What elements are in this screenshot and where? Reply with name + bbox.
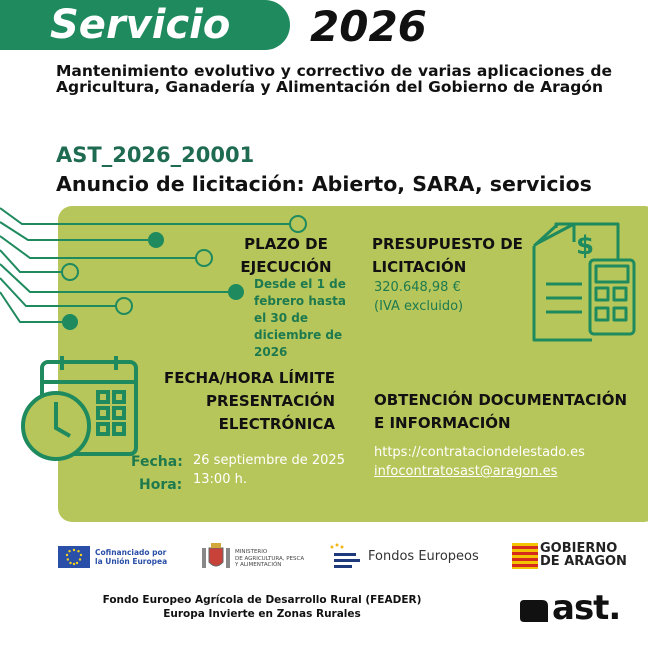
presupuesto-note: (IVA excluido) <box>374 299 464 314</box>
fecha-title-line2: PRESENTACIÓN <box>206 392 335 410</box>
eu-flag-icon <box>58 546 90 568</box>
fondos-europeos-label: Fondos Europeos <box>368 549 479 564</box>
contract-description: Mantenimiento evolutivo y correctivo de varias aplicaciones de Agricultura, Ganadería y Alimentación del Gobierno de Aragón <box>56 62 612 96</box>
presupuesto-title-line1: PRESUPUESTO DE <box>372 235 523 253</box>
fecha-title-line3: ELECTRÓNICA <box>218 415 335 433</box>
spain-coat-of-arms-icon <box>200 542 232 572</box>
plazo-title-line1: PLAZO DE <box>244 235 328 253</box>
ministerio-line3: Y ALIMENTACIÓN <box>235 562 282 568</box>
gobierno-line2: DE ARAGON <box>540 554 627 569</box>
feader-line2: Europa Invierte en Zonas Rurales <box>163 608 361 620</box>
fecha-limite-title <box>150 367 335 436</box>
obtencion-title-line2: E INFORMACIÓN <box>374 414 511 432</box>
plazo-title <box>230 233 342 279</box>
fecha-title-line1: FECHA/HORA LÍMITE <box>164 369 335 387</box>
eu-line1: Cofinanciado por <box>95 548 167 557</box>
plazo-text: Desde el 1 de febrero hasta el 30 de diciembre de 2026 <box>254 277 346 359</box>
fecha-label: Fecha: <box>131 454 183 470</box>
announcement-title: Anuncio de licitación: Abierto, SARA, servicios <box>56 172 592 196</box>
ast-logo-text: ast. <box>552 588 621 628</box>
ministerio-line1: MINISTERIO <box>235 549 268 555</box>
hora-value: 13:00 h. <box>193 472 247 487</box>
gobierno-line1: GOBIERNO <box>540 541 618 556</box>
eu-cofinanced-logo <box>95 548 167 566</box>
calendar-clock-icon <box>18 356 142 466</box>
service-banner-label: Servicio <box>50 2 231 48</box>
budget-calculator-icon <box>528 222 638 347</box>
obtencion-title <box>374 389 627 435</box>
aragon-flag-icon <box>512 543 538 569</box>
eu-line2: la Unión Europea <box>95 557 168 566</box>
year-label: 2026 <box>310 2 427 51</box>
obtencion-title-line1: OBTENCIÓN DOCUMENTACIÓN <box>374 391 628 409</box>
presupuesto-amount: 320.648,98 € <box>374 280 461 295</box>
hora-label: Hora: <box>139 477 183 493</box>
website-link[interactable]: https://contrataciondelestado.es <box>374 445 585 460</box>
ast-logo-icon <box>520 598 550 624</box>
fecha-value: 26 septiembre de 2025 <box>193 453 345 468</box>
plazo-title-line2: EJECUCIÓN <box>240 258 332 276</box>
email-link[interactable]: infocontratosast@aragon.es <box>374 464 558 479</box>
presupuesto-title <box>372 233 523 279</box>
ministerio-line2: DE AGRICULTURA, PESCA <box>235 555 305 562</box>
ministerio-logo <box>235 549 304 569</box>
contract-code: AST_2026_20001 <box>56 143 255 167</box>
gobierno-aragon-logo <box>540 542 627 568</box>
svg-text:$: $ <box>576 231 595 261</box>
fondos-europeos-icon <box>328 543 364 571</box>
presupuesto-title-line2: LICITACIÓN <box>372 258 467 276</box>
feader-line1: Fondo Europeo Agrícola de Desarrollo Rural (FEADER) <box>102 594 422 606</box>
